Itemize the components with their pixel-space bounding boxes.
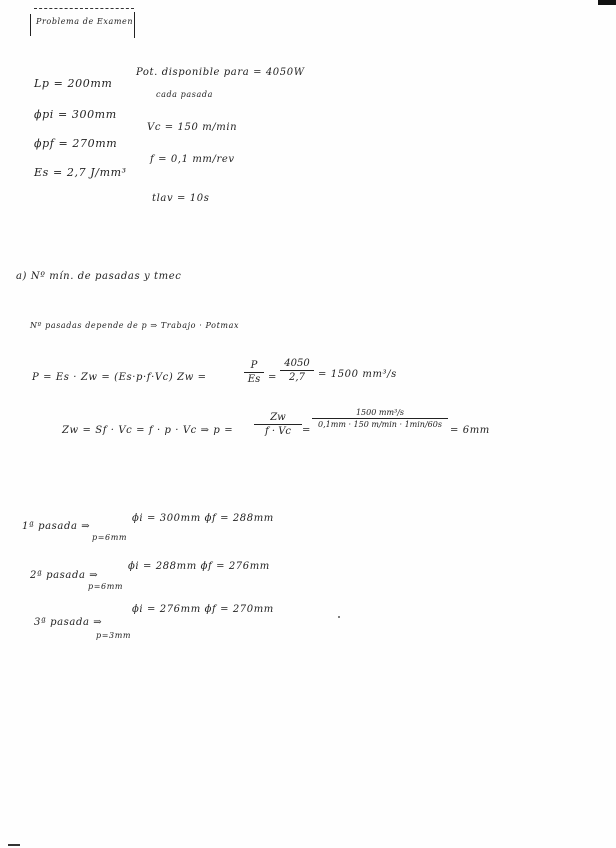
eq2-fraction2-bar	[312, 418, 448, 419]
given-lp: Lp = 200mm	[34, 77, 113, 90]
eq1-fraction	[244, 360, 264, 385]
pass-2-label: 2ª pasada ⇒	[30, 570, 99, 581]
eq1-denominator: Es	[247, 374, 261, 385]
eq1-fraction2	[280, 358, 314, 383]
eq2-fraction	[254, 412, 302, 437]
pass-3-label: 3ª pasada ⇒	[34, 617, 103, 628]
given-phi-initial: ϕpi = 300mm	[34, 108, 117, 121]
scan-bottom-mark	[8, 844, 20, 846]
eq2-result: = 6mm	[450, 425, 490, 436]
section-a-line1: Nº pasadas depende de p ⇒ Trabajo · Potmax	[30, 321, 240, 330]
given-es: Es = 2,7 J/mm³	[34, 166, 127, 179]
eq1-result: = 1500 mm³/s	[318, 369, 397, 380]
given-phi-final: ϕpf = 270mm	[34, 137, 118, 150]
eq2-numerator: Zw	[270, 412, 286, 423]
eq1-fraction-bar	[244, 372, 264, 373]
eq1-fraction2-bar	[280, 370, 314, 371]
section-a-heading: a) Nº mín. de pasadas y tmec	[16, 271, 182, 282]
eq2-equals: =	[302, 425, 311, 436]
given-feed: f = 0,1 mm/rev	[150, 154, 235, 165]
eq2-fraction-bar	[254, 424, 302, 425]
eq2-denominator: f · Vc	[264, 426, 292, 437]
given-tlav: tlav = 10s	[152, 193, 210, 204]
eq2-numerator2: 1500 mm³/s	[355, 408, 405, 417]
eq1-equals: =	[268, 372, 277, 383]
eq1-denominator2: 2,7	[289, 372, 305, 383]
pass-2-values: ϕi = 288mm ϕf = 276mm	[128, 561, 270, 572]
pass-1-values: ϕi = 300mm ϕf = 288mm	[132, 513, 274, 524]
pass-1-depth: p=6mm	[92, 533, 128, 542]
title-left-bar	[30, 14, 31, 36]
page-title: Problema de Examen	[36, 17, 134, 26]
scan-corner-mark	[598, 0, 616, 5]
pass-1-label: 1ª pasada ⇒	[22, 521, 91, 532]
title-right-bar	[134, 12, 135, 38]
pass-2-depth: p=6mm	[88, 582, 124, 591]
title-top-dashes	[34, 8, 134, 9]
stray-dot	[338, 616, 340, 618]
eq1-numerator: P	[250, 360, 258, 371]
pass-3-depth: p=3mm	[96, 631, 132, 640]
given-power-line1: Pot. disponible para = 4050W	[136, 67, 305, 78]
pass-3-values: ϕi = 276mm ϕf = 270mm	[132, 604, 274, 615]
eq1-numerator2: 4050	[284, 358, 310, 369]
given-power-line2: cada pasada	[156, 90, 213, 99]
eq2-denominator2: 0,1mm · 150 m/min · 1min/60s	[318, 420, 442, 429]
given-vc: Vc = 150 m/min	[147, 122, 238, 133]
eq1-lhs: P = Es · Zw = (Es·p·f·Vc) Zw =	[32, 372, 207, 383]
eq2-lhs: Zw = Sf · Vc = f · p · Vc ⇒ p =	[62, 425, 234, 436]
eq2-fraction2	[312, 408, 448, 429]
